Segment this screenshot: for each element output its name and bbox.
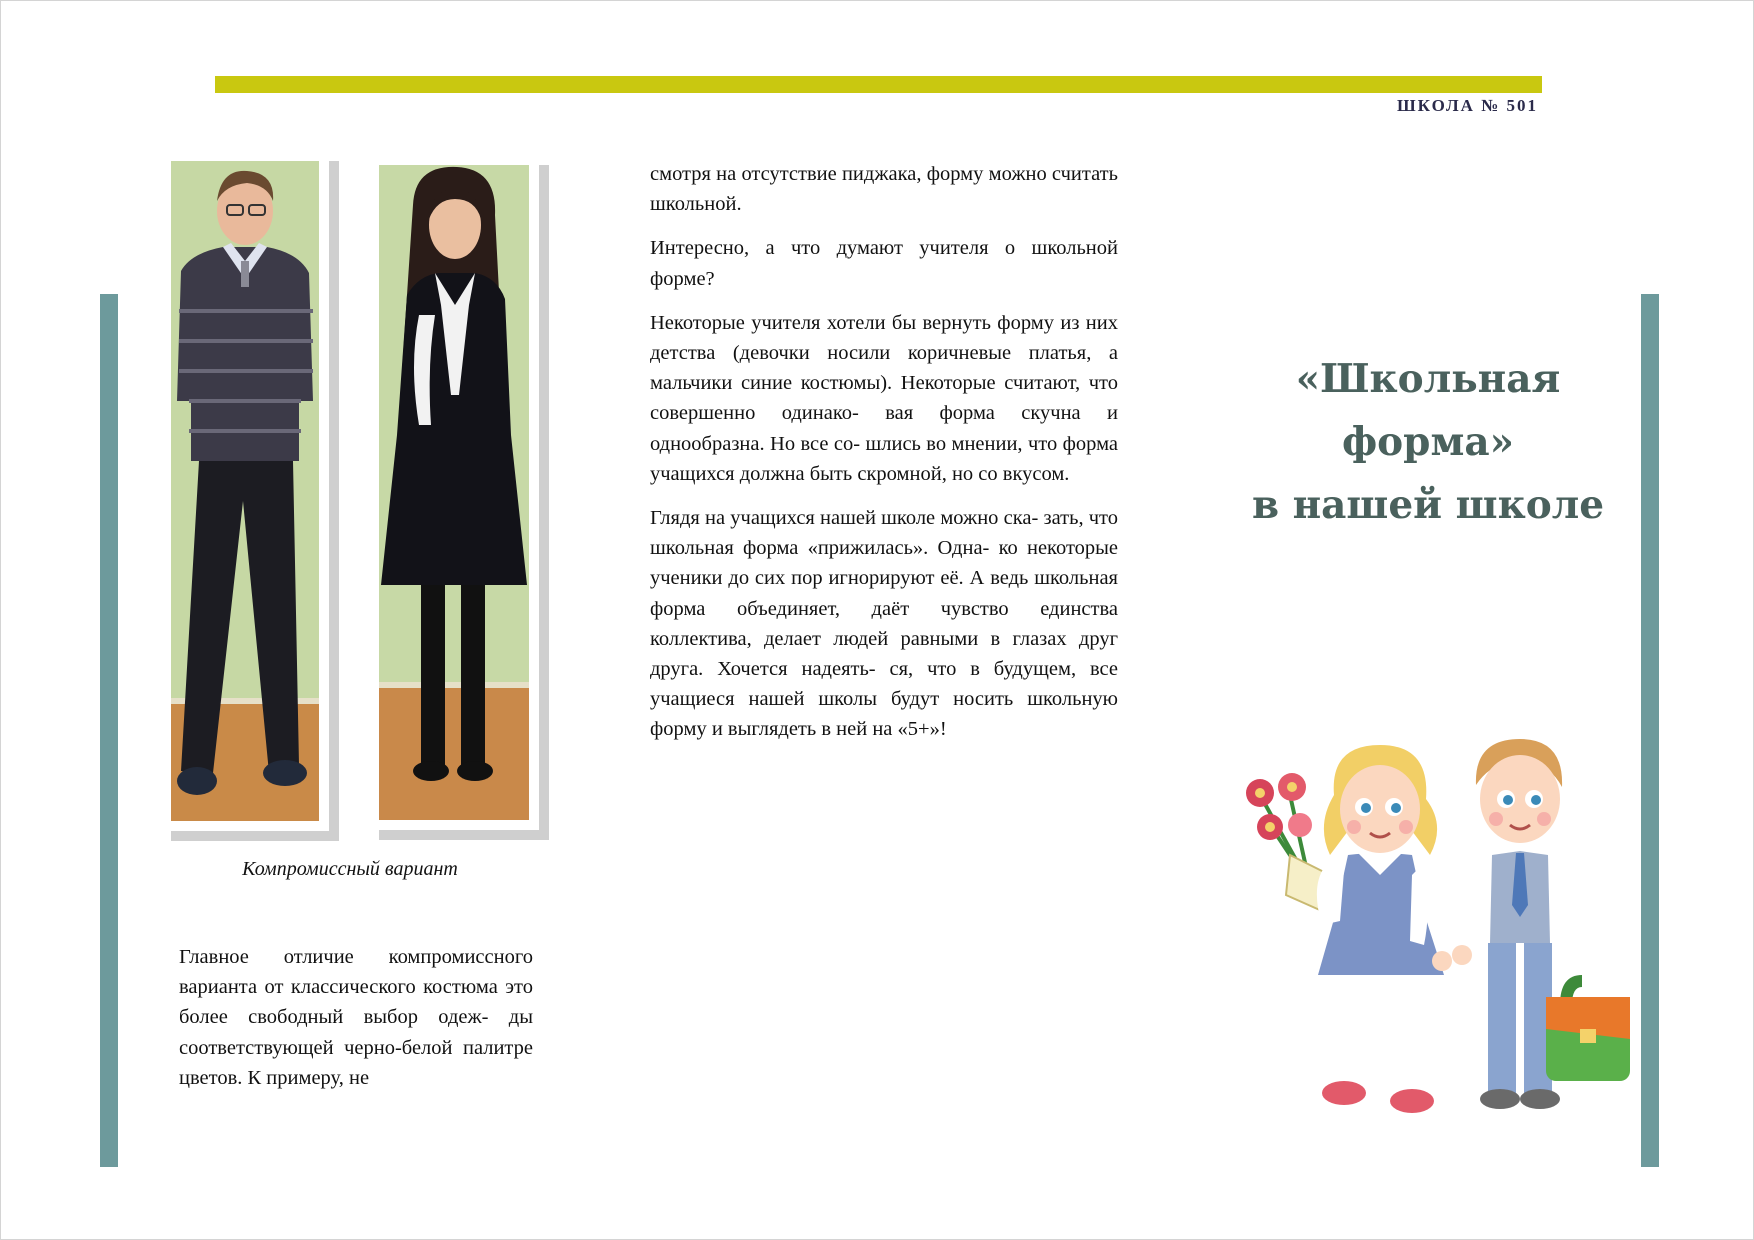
middle-paragraph-2: Интересно, а что думают учителя о школьной форме? <box>650 237 1118 290</box>
middle-paragraph-4: Глядя на учащихся нашей школе можно ска- зать, что школьная форма «прижилась». Одна- ко некоторые ученики до сих пор игнорируют её. А ведь школьная форма объединяет, даёт чувство единства коллектива, делает людей равными в глазах друг друга. Хочется надеять- ся, что в будущем, все учащиеся нашей школы будут носить школьную форму и выглядеть в ней на «5+»! <box>650 507 1118 741</box>
girl-photo <box>379 165 529 820</box>
kids-illustration <box>1230 735 1630 1155</box>
middle-paragraph-1: смотря на отсутствие пиджака, форму можно считать школьной. <box>650 163 1118 216</box>
girl-photo-frame <box>369 155 539 830</box>
boy-photo-frame <box>161 151 329 831</box>
middle-column <box>650 159 1118 745</box>
cover-title-line-3: в нашей школе <box>1251 482 1605 528</box>
left-paragraph: Главное отличие компромиссного варианта от классического костюма это более свободный выбор одеж- ды соответствующей черно-белой палитре цветов. К примеру, не <box>179 946 533 1089</box>
left-column <box>179 942 533 1093</box>
boy-photo-illustration <box>171 161 319 821</box>
left-side-bar <box>100 294 118 1167</box>
photo-caption: Компромиссный вариант <box>242 858 458 880</box>
right-side-bar <box>1641 294 1659 1167</box>
boy-photo <box>171 161 319 821</box>
cover-title-line-1: «Школьная <box>1295 356 1561 402</box>
school-label: ШКОЛА № 501 <box>1397 96 1538 115</box>
cover-title-line-2: форма» <box>1342 419 1514 465</box>
middle-paragraph-3: Некоторые учителя хотели бы вернуть форму из них детства (девочки носили коричневые платья, а мальчики синие костюмы). Некоторые считают, что совершенно одинако- вая форма скучна и однообразна. Но все со- шлись во мнении, что форма учащихся должна быть скромной, но со вкусом. <box>650 311 1118 485</box>
cover-title <box>1228 348 1628 537</box>
header-accent-bar <box>215 76 1542 93</box>
school-kids-icon <box>1230 735 1630 1155</box>
girl-photo-illustration <box>379 165 529 820</box>
